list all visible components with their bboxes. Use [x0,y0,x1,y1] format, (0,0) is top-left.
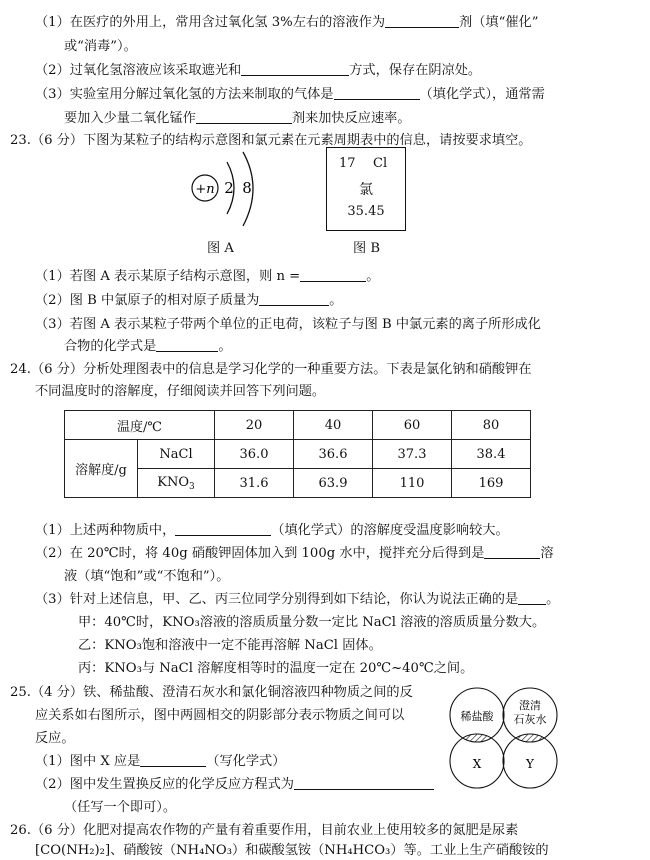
answer-blank[interactable] [175,522,271,536]
table-cell: 110 [373,469,452,498]
q22-part1-cont: 或“消毒”）。 [64,39,137,54]
table-row [65,411,531,440]
statement-yi: 乙：KNO₃饱和溶液中一定不能再溶解 NaCl 固体。 [78,638,382,653]
q22-part2: （2）过氧化氢溶液应该采取遮光和 方式，保存在阴凉处。 [35,63,482,78]
answer-blank[interactable] [300,268,366,282]
label-limewater-line2: 石灰水 [513,713,547,726]
table-cell: 38.4 [452,440,531,469]
q24-part2-cont: 液（填“饱和”或“不饱和”）。 [64,569,230,584]
kno3-label: $KNO_3$ [138,469,215,498]
q24-part3: （3）针对上述信息，甲、乙、丙三位同学分别得到如下结论，你认为说法正确的是 。 [35,592,560,607]
atom-nucleus: +n [195,182,215,197]
q23-part1: （1）若图 A 表示某原子结构示意图，则 n = 。 [35,269,380,284]
q25-heading-cont: 应关系如右图所示，图中两圆相交的阴影部分表示物质之间可以 [35,708,405,723]
table-cell: 169 [452,469,531,498]
element-name: 氯 [359,182,373,198]
q24-part2: （2）在 20℃时，将 40g 硝酸钾固体加入到 100g 水中，搅拌充分后得到是 溶 [35,546,554,561]
table-cell: 20 [215,411,294,440]
statement-jia: 甲：40℃时，KNO₃溶液的溶质质量分数一定比 NaCl 溶液的溶质质量分数大。 [78,615,546,630]
table-row [65,440,531,469]
atomic-number: 17 [339,156,356,171]
table-cell: 60 [373,411,452,440]
table-cell: 31.6 [215,469,294,498]
q24-heading-cont: 不同温度时的溶解度，仔细阅读并回答下列问题。 [35,384,326,399]
q23-part2: （2）图 B 中氯原子的相对原子质量为 。 [35,293,343,308]
element-symbol: Cl [373,156,388,171]
statement-bing: 丙：KNO₃与 NaCl 溶解度相等时的温度一定在 20℃~40℃之间。 [78,661,474,676]
table-cell: 63.9 [294,469,373,498]
atom-shell-2-count: 8 [242,179,252,197]
atom-structure-diagram [185,150,275,234]
q25-part2-cont: （任写一个即可）。 [64,800,177,815]
nacl-label: NaCl [138,440,215,469]
q25-heading: 25.（4 分）铁、稀盐酸、澄清石灰水和氯化铜溶液四种物质之间的反 [10,685,413,700]
q26-heading-cont: [CO(NH₂)₂]、硝酸铵（NH₄NO₃）和碳酸氢铵（NH₄HCO₃）等。工业上生产硝酸铵的 [35,843,549,858]
q24-heading: 24.（6 分）分析处理图表中的信息是学习化学的一种重要方法。下表是氯化钠和硝酸钾在 [10,362,532,377]
element-periodic-cell [326,147,406,231]
answer-blank[interactable] [484,545,540,559]
answer-blank[interactable] [196,110,292,124]
q23-heading: 23.（6 分）下图为某粒子的结构示意图和氯元素在元素周期表中的信息，请按要求填空。 [10,133,532,148]
label-hydrochloric-acid: 稀盐酸 [460,710,494,723]
temperature-header: 温度/℃ [65,411,215,440]
table-cell: 40 [294,411,373,440]
q22-part1: （1）在医疗的外用上，常用含过氧化氢 3%左右的溶液作为 剂（填“催化” [35,15,539,30]
answer-blank[interactable] [259,292,329,306]
atomic-mass: 35.45 [347,204,385,219]
label-limewater-line1: 澄清 [519,699,541,712]
answer-blank[interactable] [294,776,434,790]
q22-part3-cont: 要加入少量二氧化锰作 剂来加快反应速率。 [64,111,411,126]
q26-heading: 26.（6 分）化肥对提高农作物的产量有着重要作用，目前农业上使用较多的氮肥是尿素 [10,823,519,838]
q23-part3-cont: 合物的化学式是 。 [64,339,232,354]
table-cell: 80 [452,411,531,440]
answer-blank[interactable] [518,591,546,605]
answer-blank[interactable] [156,338,218,352]
table-cell: 36.6 [294,440,373,469]
answer-blank[interactable] [385,14,459,28]
answer-blank[interactable] [140,753,206,767]
q25-part2: （2）图中发生置换反应的化学反应方程式为 [35,776,434,794]
q25-heading-cont2: 反应。 [35,731,75,746]
q25-part1: （1）图中 X 应是 （写化学式） [35,754,286,769]
table-cell: 36.0 [215,440,294,469]
atom-shell-1-count: 2 [224,179,234,197]
figure-a-caption: 图 A [207,241,234,256]
figure-b-caption: 图 B [353,241,381,256]
q24-part1: （1）上述两种物质中， （填化学式）的溶解度受温度影响较大。 [35,523,509,538]
label-y: Y [526,757,534,771]
answer-blank[interactable] [334,86,420,100]
q23-part3: （3）若图 A 表示某粒子带两个单位的正电荷，该粒子与图 B 中氯元素的离子所形成化 [35,317,541,332]
q22-part3: （3）实验室用分解过氧化氢的方法来制取的气体是 （填化学式），通常需 [35,87,545,102]
reaction-venn-diagram [441,685,571,789]
solubility-header: 溶解度/g [65,440,138,498]
label-x: X [472,757,482,771]
solubility-table [64,410,531,498]
answer-blank[interactable] [241,62,349,76]
table-cell: 37.3 [373,440,452,469]
